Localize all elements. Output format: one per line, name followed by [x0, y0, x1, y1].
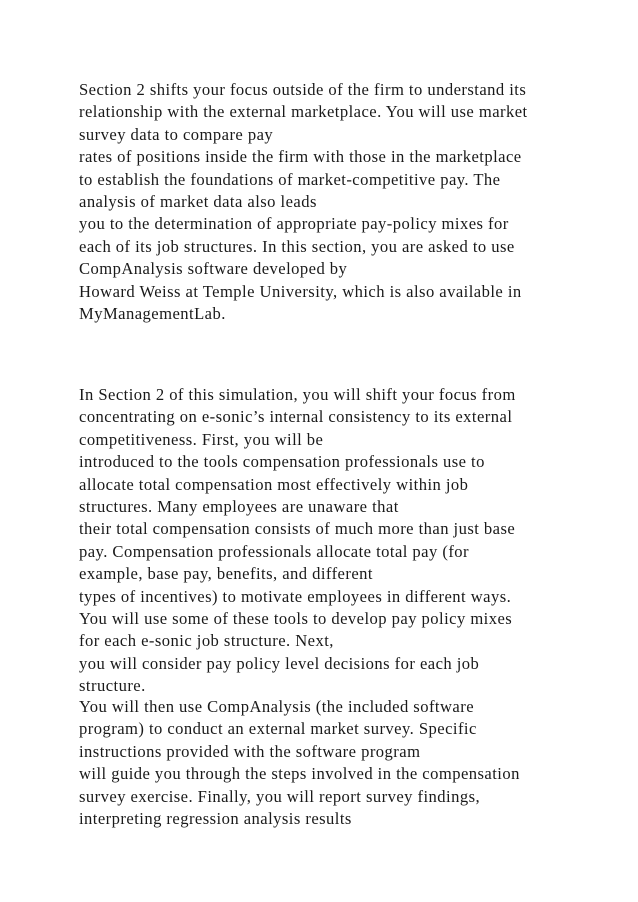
text-line: analysis of market data also leads [79, 191, 317, 211]
text-line: concentrating on e-sonic’s internal consistency to its external [79, 407, 513, 427]
text-line: Section 2 shifts your focus outside of the firm to understand its [79, 80, 527, 99]
text-line: You will use some of these tools to develop pay policy mixes [79, 608, 513, 628]
text-line: In Section 2 of this simulation, you will shift your focus from [79, 385, 516, 404]
text-line: You will then use CompAnalysis (the included software [79, 697, 475, 716]
text-line: to establish the foundations of market-competitive pay. The [79, 169, 501, 189]
text-line: interpreting regression analysis results [79, 808, 352, 828]
text-line: Howard Weiss at Temple University, which is also available in [79, 281, 522, 301]
text-line: survey data to compare pay [79, 124, 274, 144]
text-line: survey exercise. Finally, you will report survey findings, [79, 786, 481, 806]
paragraph-companalysis [79, 696, 599, 830]
text-line: for each e-sonic job structure. Next, [79, 631, 334, 651]
text-line: relationship with the external marketplace. You will use market [79, 102, 528, 122]
text-line: types of incentives) to motivate employees in different ways. [79, 586, 512, 606]
text-line: MyManagementLab. [79, 303, 226, 323]
text-line: structures. Many employees are unaware that [79, 496, 399, 516]
paragraph-simulation-overview [79, 384, 599, 697]
text-line: you to the determination of appropriate pay-policy mixes for [79, 214, 509, 234]
text-line: their total compensation consists of much more than just base [79, 519, 516, 539]
text-line: example, base pay, benefits, and different [79, 564, 373, 584]
text-line: structure. [79, 676, 146, 696]
text-line: CompAnalysis software developed by [79, 259, 348, 279]
text-line: will guide you through the steps involved in the compensation [79, 764, 520, 784]
text-line: you will consider pay policy level decisions for each job [79, 653, 480, 673]
text-line: rates of positions inside the firm with those in the marketplace [79, 147, 522, 167]
text-line: program) to conduct an external market survey. Specific [79, 719, 477, 739]
text-line: allocate total compensation most effectively within job [79, 474, 469, 494]
text-line: instructions provided with the software program [79, 741, 421, 761]
text-line: competitiveness. First, you will be [79, 429, 324, 449]
text-line: introduced to the tools compensation professionals use to [79, 452, 485, 472]
text-line: pay. Compensation professionals allocate total pay (for [79, 541, 470, 561]
text-line: each of its job structures. In this section, you are asked to use [79, 236, 515, 256]
paragraph-section-2-intro [79, 79, 599, 325]
